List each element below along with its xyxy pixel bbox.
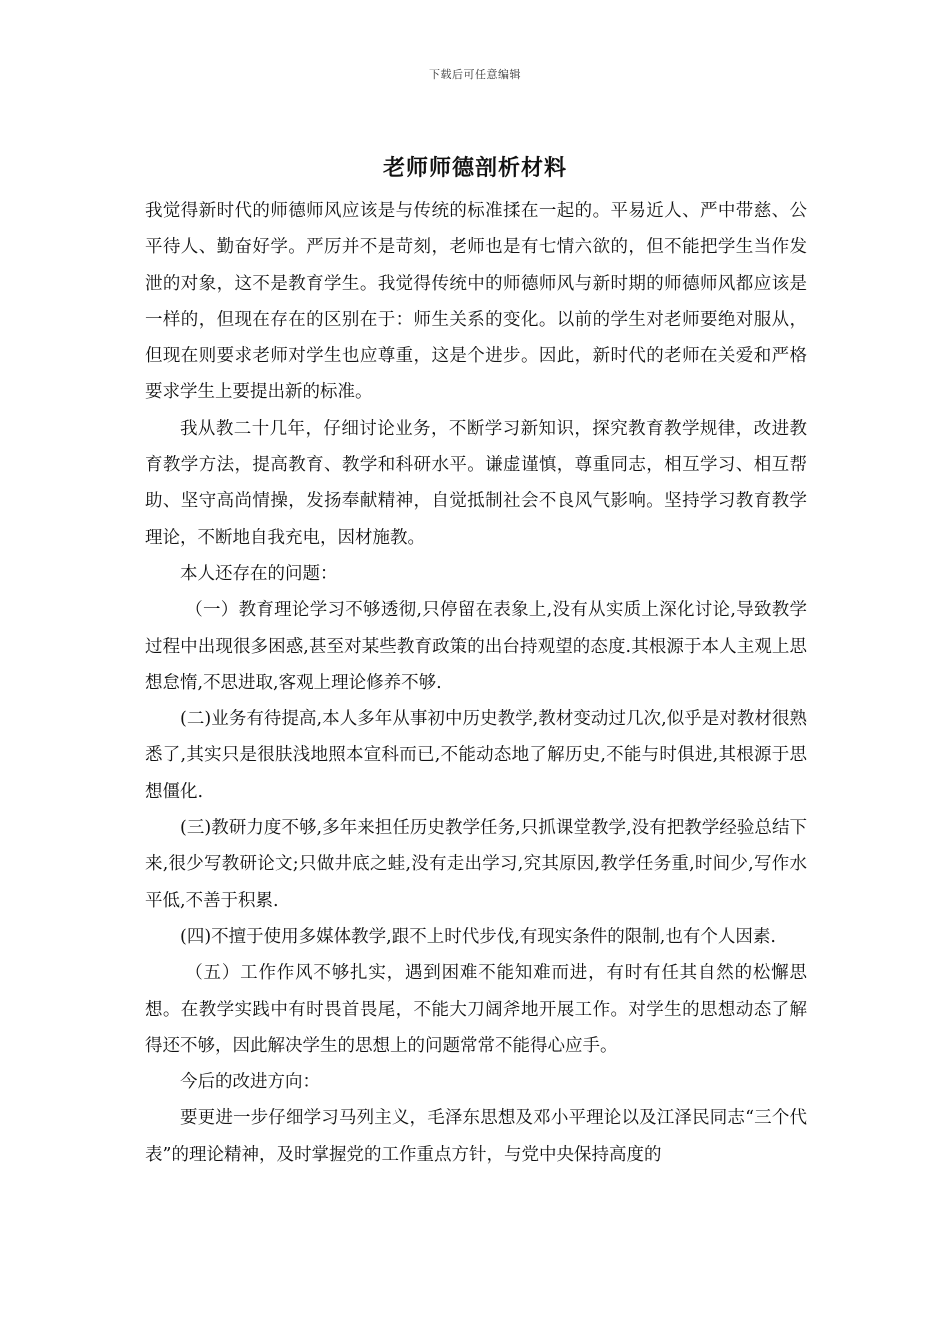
- paragraph-experience: 我从教二十几年，仔细讨论业务，不断学习新知识，探究教育教学规律，改进教育教学方法，提高教育、教学和科研水平。谦虚谨慎，尊重同志，相互学习、相互帮助、坚守高尚情操，发扬奉献精神，自觉抵制社会不良风气影响。坚持学习教育教学理论，不断地自我充电，因材施教。: [145, 418, 807, 548]
- paragraph-problem-3: (三)教研力度不够,多年来担任历史教学任务,只抓课堂教学,没有把教学经验总结下来,很少写教研论文;只做井底之蛙,没有走出学习,究其原因,教学任务重,时间少,写作水平低,不善于积累.: [145, 818, 807, 911]
- paragraph-problem-2: (二)业务有待提高,本人多年从事初中历史教学,教材变动过几次,似乎是对教材很熟悉了,其实只是很肤浅地照本宣科而已,不能动态地了解历史,不能与时俱进,其根源于思想僵化.: [145, 709, 807, 802]
- paragraph-problem-4: (四)不擅于使用多媒体教学,跟不上时代步伐,有现实条件的限制,也有个人因素.: [180, 926, 776, 947]
- paragraph-improvement-1: 要更进一步仔细学习马列主义，毛泽东思想及邓小平理论以及江泽民同志“三个代表”的理论精神，及时掌握党的工作重点方针，与党中央保持高度的: [145, 1108, 807, 1165]
- document-body: [145, 193, 807, 1173]
- paragraph-problem-5: （五）工作作风不够扎实，遇到困难不能知难而进，有时有任其自然的松懈思想。在教学实践中有时畏首畏尾，不能大刀阔斧地开展工作。对学生的思想动态了解得还不够，因此解决学生的思想上的问题常常不能得心应手。: [145, 963, 807, 1056]
- paragraph-intro: 我觉得新时代的师德师风应该是与传统的标准揉在一起的。平易近人、严中带慈、公平待人、勤奋好学。严厉并不是苛刻，老师也是有七情六欲的，但不能把学生当作发泄的对象，这不是教育学生。我觉得传统中的师德师风与新时期的师德师风都应该是一样的，但现在存在的区别在于：师生关系的变化。以前的学生对老师要绝对服从，但现在则要求老师对学生也应尊重，这是个进步。因此，新时代的老师在关爱和严格要求学生上要提出新的标准。: [145, 201, 807, 403]
- document-title: 老师师德剖析材料: [382, 155, 567, 181]
- header-note: 下载后可任意编辑: [429, 68, 521, 81]
- paragraph-improvement-heading: 今后的改进方向：: [180, 1072, 320, 1093]
- paragraph-problems-heading: 本人还存在的问题：: [180, 563, 338, 584]
- paragraph-problem-1: （一）教育理论学习不够透彻,只停留在表象上,没有从实质上深化讨论,导致教学过程中出现很多困惑,甚至对某些教育政策的出台持观望的态度.其根源于本人主观上思想怠惰,不思进取,客观上理论修养不够.: [145, 600, 807, 693]
